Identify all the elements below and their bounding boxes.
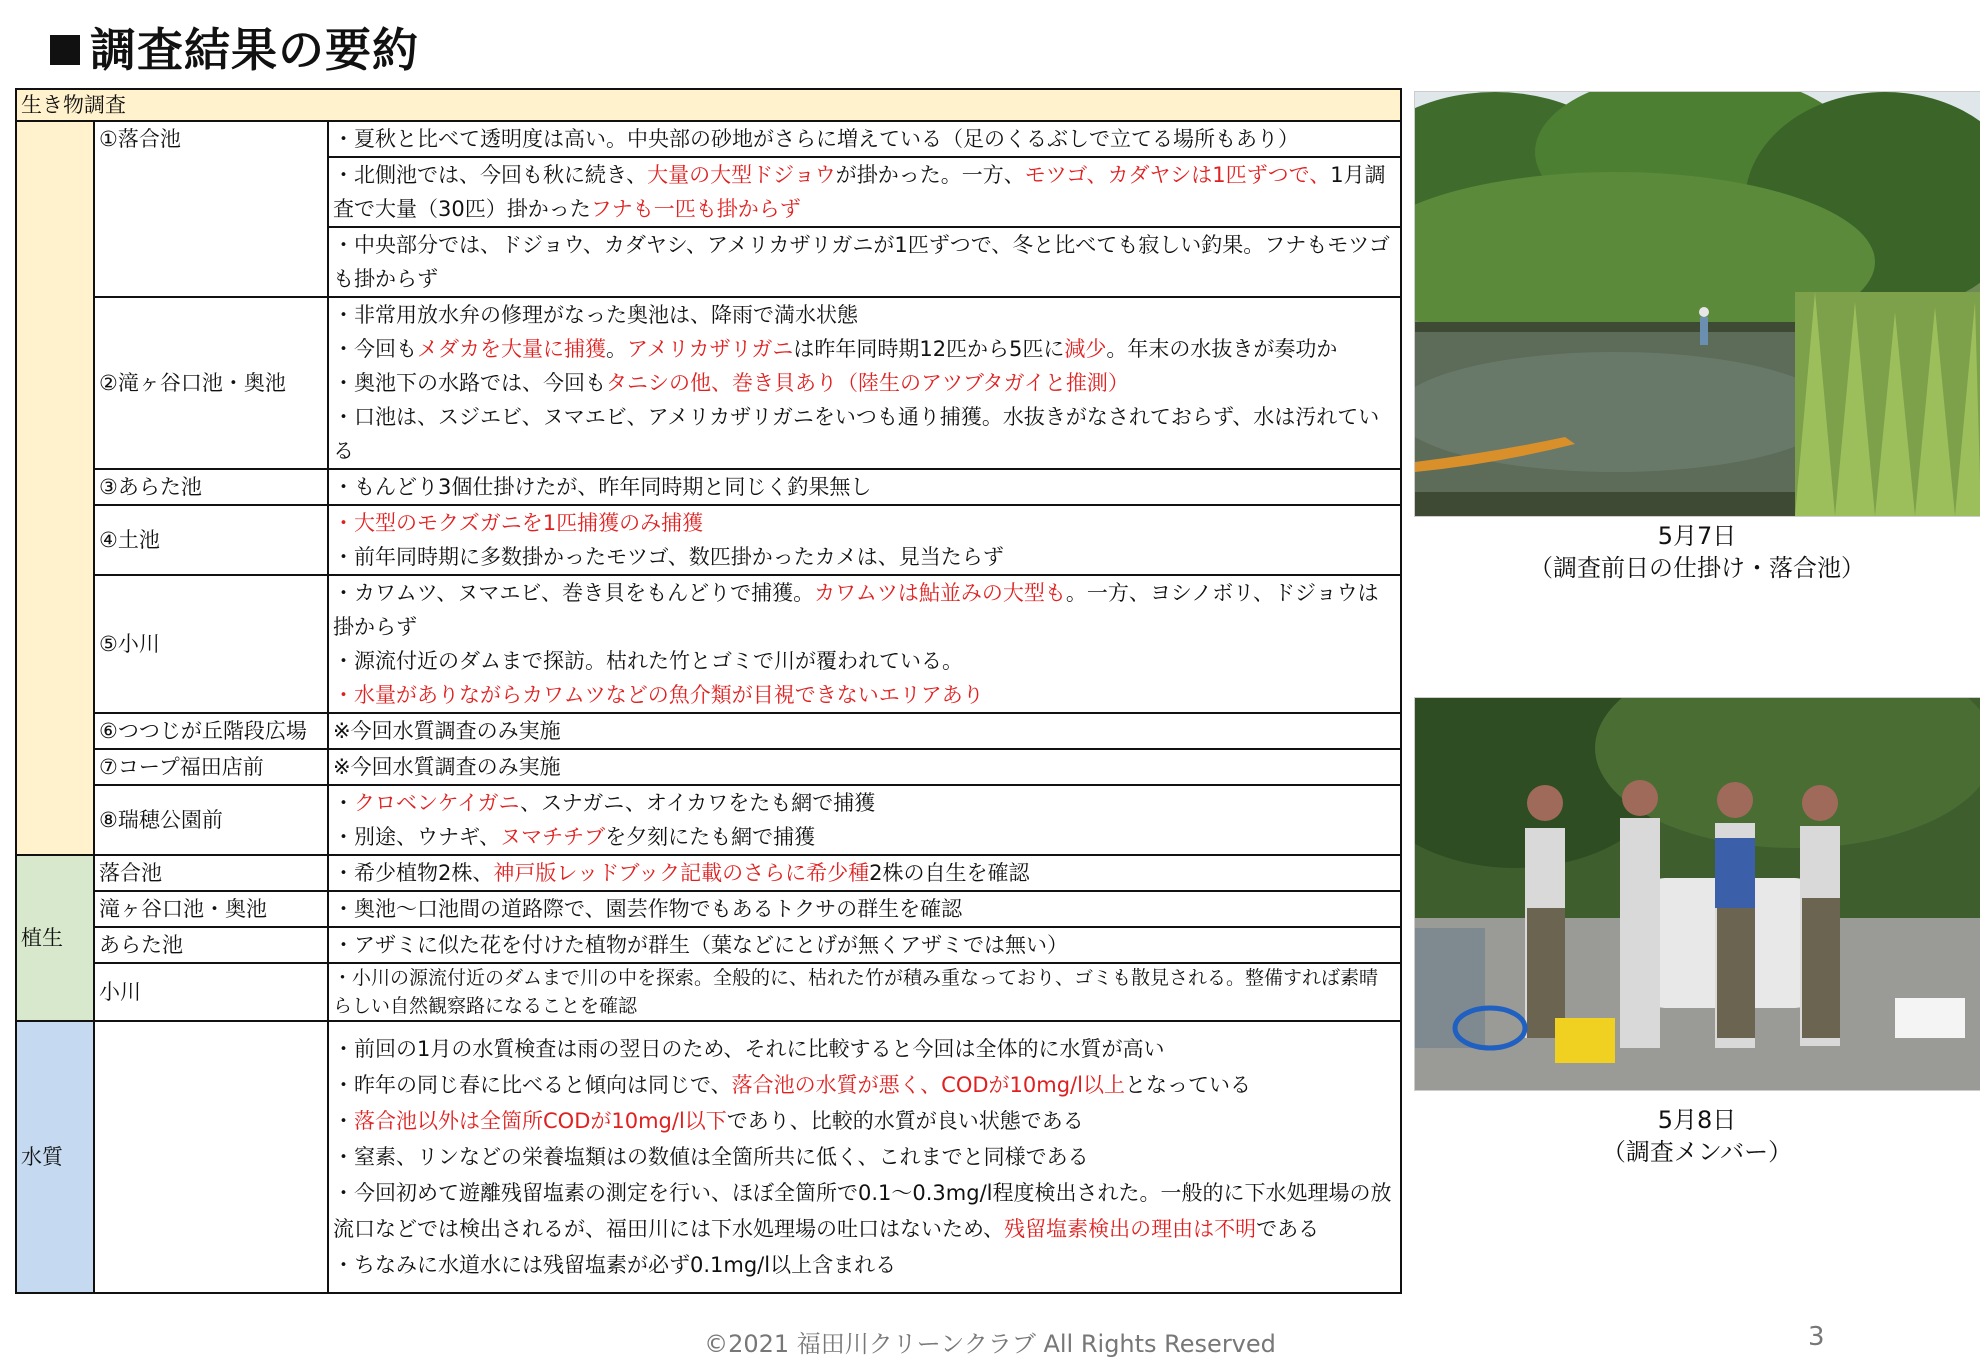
members-photo-date: 5月8日	[1657, 1106, 1737, 1134]
table-row	[16, 963, 1401, 1021]
description-cell	[328, 297, 1401, 469]
description-cell	[328, 227, 1401, 297]
table-row	[16, 1021, 1401, 1293]
desc-text: 2株の自生を確認	[869, 861, 1030, 885]
desc-text: ・ちなみに水道水には残留塩素が必ず0.1mg/l以上含まれる	[333, 1253, 897, 1277]
highlight-text: 減少	[1064, 337, 1107, 361]
location-cell	[94, 891, 328, 927]
survey-summary-table	[15, 88, 1402, 1294]
location-label: ③あらた池	[99, 475, 202, 499]
location-label: ⑥つつじが丘階段広場	[99, 719, 307, 743]
desc-text: ・アザミに似た花を付けた植物が群生（葉などにとげが無くアザミでは無い）	[333, 933, 1068, 957]
members-photo	[1414, 697, 1980, 1091]
location-cell	[94, 713, 328, 749]
description-cell	[328, 121, 1401, 157]
location-cell	[94, 297, 328, 469]
highlight-text: 残留塩素検出の理由は不明	[1004, 1217, 1257, 1241]
description-cell	[328, 963, 1401, 1021]
description-cell	[328, 749, 1401, 785]
highlight-text: フナも一匹も掛からず	[590, 197, 801, 221]
copyright-footer: ©2021 福田川クリーンクラブ All Rights Reserved	[704, 1330, 1276, 1358]
desc-text: ・窒素、リンなどの栄養塩類はの数値は全箇所共に低く、これまでと同様である	[333, 1145, 1089, 1169]
description-cell	[328, 1021, 1401, 1293]
location-label: 小川	[99, 980, 141, 1004]
desc-text: ・	[333, 1109, 354, 1133]
section-label: 水質	[21, 1145, 63, 1169]
desc-text: を夕刻にたも網で捕獲	[605, 825, 816, 849]
highlight-text: クロベンケイガニ	[354, 791, 521, 815]
desc-text: ・希少植物2株、	[333, 861, 494, 885]
desc-text: ・北側池では、今回も秋に続き、	[333, 163, 648, 187]
members-photo-caption	[1414, 1104, 1980, 1168]
desc-text: が掛かった。一方、	[835, 163, 1025, 187]
pond-photo-desc: （調査前日の仕掛け・落合池）	[1529, 554, 1865, 582]
pond-photo	[1414, 91, 1980, 517]
highlight-text: ・大型のモクズガニを1匹捕獲のみ捕獲	[333, 511, 704, 535]
desc-text: である	[1256, 1217, 1320, 1241]
highlight-text: アメリカザリガニ	[627, 337, 794, 361]
desc-text: ・前回の1月の水質検査は雨の翌日のため、それに比較すると今回は全体的に水質が高い	[333, 1037, 1165, 1061]
location-cell	[94, 963, 328, 1021]
desc-text: 1月調査で大量（30匹）掛かった	[333, 163, 1386, 221]
pond-photo-caption	[1414, 520, 1980, 584]
location-cell	[94, 575, 328, 713]
description-cell	[328, 469, 1401, 505]
description-cell	[328, 927, 1401, 963]
section-label: 生き物調査	[21, 93, 126, 117]
highlight-text: タニシの他、巻き貝あり（陸生のアツブタガイと推測）	[606, 371, 1129, 395]
table-row	[16, 855, 1401, 891]
desc-text: ・中央部分では、ドジョウ、カダヤシ、アメリカザリガニが1匹ずつで、冬と比べても寂しい釣果。フナもモツゴも掛からず	[333, 233, 1390, 291]
location-cell	[94, 749, 328, 785]
location-label: 落合池	[99, 861, 162, 885]
location-label: 滝ヶ谷口池・奥池	[99, 897, 267, 921]
members-photo-desc: （調査メンバー）	[1601, 1138, 1793, 1166]
section-cell-veg	[16, 855, 94, 1021]
table-row	[16, 891, 1401, 927]
highlight-text: 大量の大型ドジョウ	[647, 163, 836, 187]
desc-text: 、スナガニ、オイカワをたも網で捕獲	[520, 791, 876, 815]
desc-text: ・カワムツ、ヌマエビ、巻き貝をもんどりで捕獲。	[333, 581, 815, 605]
location-label: ⑦コープ福田店前	[99, 755, 264, 779]
table-row	[16, 575, 1401, 713]
location-label: ①落合池	[99, 127, 181, 151]
location-cell	[94, 505, 328, 575]
location-label: ⑧瑞穂公園前	[99, 808, 223, 832]
location-cell	[94, 785, 328, 855]
desc-text: ・夏秋と比べて透明度は高い。中央部の砂地がさらに増えている（足のくるぶしで立てる場所もあり）	[333, 127, 1299, 151]
desc-text: ・小川の源流付近のダムまで川の中を探索。全般的に、枯れた竹が積み重なっており、ゴミも散見される。整備すれば素晴らしい自然観察路になることを確認	[333, 967, 1379, 1017]
desc-text: ・もんどり3個仕掛けたが、昨年同時期と同じく釣果無し	[333, 475, 872, 499]
table-row	[16, 785, 1401, 855]
desc-text: ・非常用放水弁の修理がなった奥池は、降雨で満水状態	[333, 303, 858, 327]
table-row	[16, 469, 1401, 505]
desc-text: 。	[606, 337, 627, 361]
description-cell	[328, 505, 1401, 575]
desc-text: は昨年同時期12匹から5匹に	[793, 337, 1065, 361]
pond-photo-date: 5月7日	[1657, 522, 1737, 550]
highlight-text: 落合池の水質が悪く、CODが10mg/l以上	[731, 1073, 1125, 1097]
desc-text: ・別途、ウナギ、	[333, 825, 501, 849]
desc-text: ・奥池下の水路では、今回も	[333, 371, 606, 395]
highlight-text: 落合池以外は全箇所CODが10mg/l以下	[354, 1109, 727, 1133]
description-cell	[328, 855, 1401, 891]
desc-text: ・源流付近のダムまで探訪。枯れた竹とゴミで川が覆われている。	[333, 649, 963, 673]
location-label: ⑤小川	[99, 632, 160, 656]
location-cell	[94, 855, 328, 891]
description-cell	[328, 713, 1401, 749]
highlight-text: ・水量がありながらカワムツなどの魚介類が目視できないエリアあり	[333, 683, 984, 707]
location-label: ②滝ヶ谷口池・奥池	[99, 371, 286, 395]
description-cell	[328, 157, 1401, 227]
desc-text: となっている	[1124, 1073, 1251, 1097]
table-row	[16, 297, 1401, 469]
square-bullet-icon	[50, 35, 80, 65]
location-label: ④土池	[99, 528, 160, 552]
desc-text: ・奥池～口池間の道路際で、園芸作物でもあるトクサの群生を確認	[333, 897, 963, 921]
section-header-bio	[16, 89, 1401, 121]
desc-text: 。一方、ヨシノボリ、ドジョウは掛からず	[333, 581, 1379, 639]
highlight-text: カワムツは鮎並みの大型も	[814, 581, 1066, 605]
description-cell	[328, 891, 1401, 927]
section-cell-bio	[16, 121, 94, 855]
location-cell	[94, 469, 328, 505]
desc-text: であり、比較的水質が良い状態である	[726, 1109, 1084, 1133]
table-row	[16, 121, 1401, 157]
location-cell	[94, 927, 328, 963]
table-row	[16, 713, 1401, 749]
page-title: 調査結果の要約	[50, 14, 419, 80]
table-row	[16, 505, 1401, 575]
desc-text: 。年末の水抜きが奏功か	[1106, 337, 1338, 361]
location-label: あらた池	[99, 933, 183, 957]
desc-text: ※今回水質調査のみ実施	[333, 755, 561, 779]
table-row	[16, 927, 1401, 963]
desc-text: ・口池は、スジエビ、ヌマエビ、アメリカザリガニをいつも通り捕獲。水抜きがなされておらず、水は汚れている	[333, 405, 1380, 463]
desc-text: ・昨年の同じ春に比べると傾向は同じで、	[333, 1073, 732, 1097]
description-cell	[328, 785, 1401, 855]
description-cell	[328, 575, 1401, 713]
highlight-text: ヌマチチブ	[500, 825, 606, 849]
section-label: 植生	[21, 926, 63, 950]
highlight-text: メダカを大量に捕獲	[417, 337, 606, 361]
section-cell-water	[16, 1021, 94, 1293]
location-cell	[94, 1021, 328, 1293]
desc-text: ・前年同時期に多数掛かったモツゴ、数匹掛かったカメは、見当たらず	[333, 545, 1004, 569]
page-number: 3	[1808, 1322, 1825, 1352]
highlight-text: 神戸版レッドブック記載のさらに希少種	[493, 861, 870, 885]
desc-text: ※今回水質調査のみ実施	[333, 719, 561, 743]
highlight-text: モツゴ、カダヤシは1匹ずつで、	[1024, 163, 1331, 187]
desc-text: ・今回も	[333, 337, 417, 361]
table-row	[16, 749, 1401, 785]
desc-text: ・今回初めて遊離残留塩素の測定を行い、ほぼ全箇所で0.1～0.3mg/l程度検出された。一般的に下水処理場の放流口などでは検出されるが、福田川には下水処理場の吐口はないため、	[333, 1181, 1392, 1241]
desc-text: ・	[333, 791, 354, 815]
location-cell	[94, 121, 328, 297]
